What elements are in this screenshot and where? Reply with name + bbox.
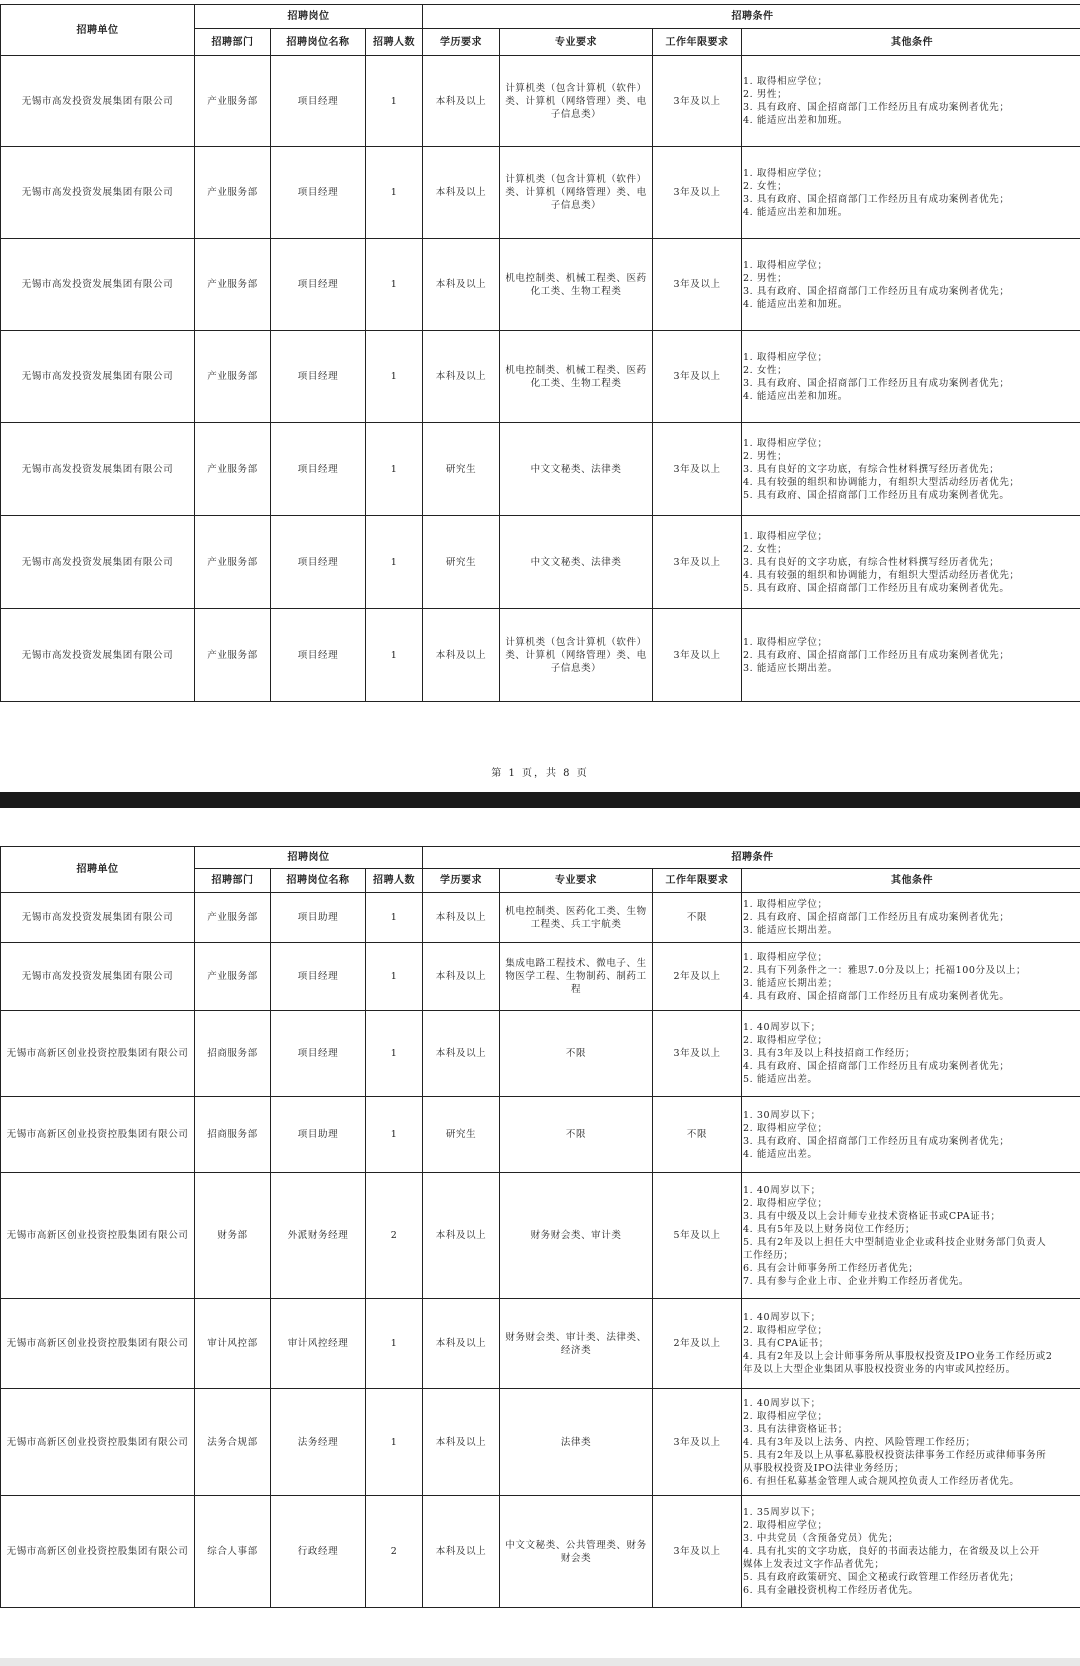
cell-major: 机电控制类、机械工程类、医药化工类、生物工程类 — [500, 239, 653, 331]
cell-other-conditions — [742, 1299, 1080, 1389]
cell-other-conditions — [742, 331, 1080, 423]
cell-other-conditions — [742, 423, 1080, 516]
cell-experience: 3年及以上 — [653, 609, 742, 702]
condition-line: 4. 能适应出差和加班。 — [743, 298, 848, 310]
cell-other-conditions — [742, 893, 1080, 943]
cell-unit: 无锡市高发投资发展集团有限公司 — [1, 609, 195, 702]
table-row — [1, 1496, 1080, 1608]
condition-line: 3. 具有良好的文字功底，有综合性材料撰写经历者优先； — [743, 463, 1000, 475]
condition-line: 6. 具有金融投资机构工作经历者优先。 — [743, 1585, 919, 1596]
table-row — [1, 56, 1080, 147]
condition-line: 1. 40周岁以下； — [743, 1312, 821, 1323]
cell-dept: 产业服务部 — [195, 147, 271, 239]
header-education: 学历要求 — [423, 29, 500, 56]
cell-experience: 2年及以上 — [653, 1299, 742, 1389]
cell-post-name: 项目经理 — [271, 423, 366, 516]
header-major: 专业要求 — [500, 869, 653, 893]
condition-line: 4. 能适应出差和加班。 — [743, 390, 848, 402]
cell-major: 不限 — [500, 1011, 653, 1097]
condition-line: 5. 具有2年及以上从事私募股权投资法律事务工作经历或律师事务所 — [743, 1449, 1047, 1461]
cell-dept: 产业服务部 — [195, 943, 271, 1011]
cell-dept: 综合人事部 — [195, 1496, 271, 1608]
condition-line: 3. 具有3年及以上科技招商工作经历； — [743, 1048, 916, 1059]
header-post-name: 招聘岗位名称 — [271, 869, 366, 893]
condition-line: 3. 具有法律资格证书； — [743, 1423, 848, 1435]
cell-post-name: 项目经理 — [271, 56, 366, 147]
condition-line: 4. 具有2年及以上会计师事务所从事股权投资及IPO业务工作经历或2 — [743, 1351, 1053, 1362]
cell-dept: 招商服务部 — [195, 1011, 271, 1097]
condition-line: 3. 具有良好的文字功底，有综合性材料撰写经历者优先； — [743, 556, 1000, 568]
condition-line: 3. 具有CPA证书； — [743, 1338, 829, 1349]
cell-count: 2 — [366, 1496, 423, 1608]
cell-count: 1 — [366, 147, 423, 239]
condition-line: 3. 具有政府、国企招商部门工作经历且有成功案例者优先； — [743, 193, 1010, 205]
cell-education: 研究生 — [423, 1097, 500, 1173]
condition-line: 1. 取得相应学位； — [743, 351, 828, 363]
header-experience: 工作年限要求 — [653, 29, 742, 56]
condition-line: 2. 女性； — [743, 180, 788, 192]
cell-other-conditions — [742, 56, 1080, 147]
condition-line: 1. 取得相应学位； — [743, 259, 828, 271]
table-row — [1, 1299, 1080, 1389]
cell-dept: 财务部 — [195, 1173, 271, 1299]
condition-line: 3. 具有政府、国企招商部门工作经历且有成功案例者优先； — [743, 1135, 1010, 1147]
cell-count: 1 — [366, 56, 423, 147]
cell-major: 中文文秘类、公共管理类、财务财会类 — [500, 1496, 653, 1608]
cell-experience: 3年及以上 — [653, 1389, 742, 1496]
header-condition-group: 招聘条件 — [423, 847, 1080, 869]
cell-dept: 产业服务部 — [195, 423, 271, 516]
condition-line: 6. 有担任私募基金管理人或合规风控负责人工作经历者优先。 — [743, 1475, 1020, 1487]
cell-other-conditions — [742, 1496, 1080, 1608]
cell-post-name: 行政经理 — [271, 1496, 366, 1608]
cell-dept: 审计风控部 — [195, 1299, 271, 1389]
cell-experience: 3年及以上 — [653, 239, 742, 331]
condition-line: 年及以上大型企业集团从事股权投资业务的内审或风控经历。 — [743, 1364, 1016, 1375]
condition-line: 1. 取得相应学位； — [743, 167, 828, 179]
cell-dept: 产业服务部 — [195, 56, 271, 147]
table-row — [1, 1389, 1080, 1496]
cell-count: 1 — [366, 331, 423, 423]
cell-other-conditions — [742, 516, 1080, 609]
cell-other-conditions — [742, 147, 1080, 239]
cell-unit: 无锡市高发投资发展集团有限公司 — [1, 147, 195, 239]
cell-post-name: 项目助理 — [271, 893, 366, 943]
cell-major: 财务财会类、审计类、法律类、经济类 — [500, 1299, 653, 1389]
bottom-strip — [0, 1658, 1080, 1666]
cell-post-name: 法务经理 — [271, 1389, 366, 1496]
cell-education: 本科及以上 — [423, 239, 500, 331]
cell-dept: 产业服务部 — [195, 893, 271, 943]
page-divider — [0, 792, 1080, 808]
cell-post-name: 项目经理 — [271, 609, 366, 702]
header-other: 其他条件 — [742, 869, 1080, 893]
cell-unit: 无锡市高发投资发展集团有限公司 — [1, 943, 195, 1011]
cell-post-name: 项目经理 — [271, 1011, 366, 1097]
cell-major: 机电控制类、机械工程类、医药化工类、生物工程类 — [500, 331, 653, 423]
cell-major: 中文文秘类、法律类 — [500, 516, 653, 609]
header-unit: 招聘单位 — [1, 5, 195, 56]
table-row — [1, 1011, 1080, 1097]
condition-line: 3. 具有政府、国企招商部门工作经历且有成功案例者优先； — [743, 377, 1010, 389]
cell-count: 1 — [366, 1389, 423, 1496]
condition-line: 2. 男性； — [743, 450, 788, 462]
condition-line: 3. 能适应长期出差。 — [743, 662, 838, 674]
cell-other-conditions — [742, 943, 1080, 1011]
cell-education: 本科及以上 — [423, 609, 500, 702]
condition-line: 4. 具有扎实的文字功底，良好的书面表达能力，在省级及以上公开 — [743, 1546, 1040, 1557]
condition-line: 1. 30周岁以下； — [743, 1109, 821, 1121]
recruitment-table-page-1 — [0, 4, 1080, 702]
condition-line: 1. 取得相应学位； — [743, 951, 828, 963]
cell-major: 财务财会类、审计类 — [500, 1173, 653, 1299]
cell-unit: 无锡市高新区创业投资控股集团有限公司 — [1, 1389, 195, 1496]
cell-dept: 产业服务部 — [195, 516, 271, 609]
header-unit: 招聘单位 — [1, 847, 195, 893]
cell-unit: 无锡市高发投资发展集团有限公司 — [1, 239, 195, 331]
condition-line: 1. 35周岁以下； — [743, 1507, 821, 1518]
condition-line: 7. 具有参与企业上市、企业并购工作经历者优先。 — [743, 1275, 970, 1287]
cell-post-name: 项目经理 — [271, 516, 366, 609]
cell-count: 1 — [366, 239, 423, 331]
condition-line: 2. 男性； — [743, 89, 788, 100]
condition-line: 5. 能适应出差。 — [743, 1074, 818, 1085]
condition-line: 2. 取得相应学位； — [743, 1122, 828, 1134]
cell-education: 本科及以上 — [423, 1299, 500, 1389]
cell-experience: 3年及以上 — [653, 1496, 742, 1608]
cell-other-conditions — [742, 1011, 1080, 1097]
condition-line: 2. 取得相应学位； — [743, 1325, 828, 1336]
table-row — [1, 147, 1080, 239]
cell-unit: 无锡市高发投资发展集团有限公司 — [1, 893, 195, 943]
table-row — [1, 893, 1080, 943]
condition-line: 4. 具有政府、国企招商部门工作经历且有成功案例者优先； — [743, 1061, 1010, 1072]
cell-education: 本科及以上 — [423, 147, 500, 239]
condition-line: 5. 具有政府政策研究、国企文秘或行政管理工作经历者优先； — [743, 1572, 1020, 1583]
cell-major: 集成电路工程技术、微电子、生物医学工程、生物制药、制药工程 — [500, 943, 653, 1011]
condition-line: 2. 具有政府、国企招商部门工作经历且有成功案例者优先； — [743, 912, 1010, 923]
condition-line: 4. 具有政府、国企招商部门工作经历且有成功案例者优先。 — [743, 990, 1010, 1002]
cell-unit: 无锡市高新区创业投资控股集团有限公司 — [1, 1173, 195, 1299]
cell-major: 计算机类（包含计算机（软件）类、计算机（网络管理）类、电子信息类） — [500, 147, 653, 239]
condition-line: 3. 具有政府、国企招商部门工作经历且有成功案例者优先； — [743, 285, 1010, 297]
condition-line: 1. 取得相应学位； — [743, 437, 828, 449]
condition-line: 1. 取得相应学位； — [743, 76, 828, 87]
condition-line: 5. 具有2年及以上担任大中型制造业企业或科技企业财务部门负责人 — [743, 1236, 1047, 1248]
recruitment-table-page-2 — [0, 846, 1080, 1608]
condition-line: 6. 具有会计师事务所工作经历者优先； — [743, 1262, 919, 1274]
cell-education: 本科及以上 — [423, 331, 500, 423]
header-post-group: 招聘岗位 — [195, 5, 423, 29]
condition-line: 2. 取得相应学位； — [743, 1035, 828, 1046]
cell-experience: 不限 — [653, 893, 742, 943]
header-count: 招聘人数 — [366, 869, 423, 893]
condition-line: 5. 具有政府、国企招商部门工作经历且有成功案例者优先。 — [743, 489, 1010, 501]
condition-line: 4. 具有较强的组织和协调能力，有组织大型活动经历者优先； — [743, 569, 1020, 581]
condition-line: 3. 能适应长期出差。 — [743, 925, 838, 936]
cell-education: 本科及以上 — [423, 1011, 500, 1097]
condition-line: 2. 女性； — [743, 364, 788, 376]
condition-line: 4. 具有较强的组织和协调能力，有组织大型活动经历者优先； — [743, 476, 1020, 488]
cell-major: 中文文秘类、法律类 — [500, 423, 653, 516]
cell-experience: 3年及以上 — [653, 1011, 742, 1097]
cell-dept: 产业服务部 — [195, 239, 271, 331]
condition-line: 2. 具有政府、国企招商部门工作经历且有成功案例者优先； — [743, 649, 1010, 661]
cell-education: 本科及以上 — [423, 943, 500, 1011]
condition-line: 5. 具有政府、国企招商部门工作经历且有成功案例者优先。 — [743, 582, 1010, 594]
condition-line: 1. 40周岁以下； — [743, 1397, 821, 1409]
table-row — [1, 1097, 1080, 1173]
table-row — [1, 516, 1080, 609]
condition-line: 4. 能适应出差。 — [743, 1148, 818, 1160]
table-row — [1, 609, 1080, 702]
header-experience: 工作年限要求 — [653, 869, 742, 893]
cell-count: 1 — [366, 1097, 423, 1173]
cell-experience: 2年及以上 — [653, 943, 742, 1011]
condition-line: 从事股权投资及IPO法律业务经历； — [743, 1462, 905, 1474]
condition-line: 媒体上发表过文字作品者优先； — [743, 1559, 885, 1570]
cell-count: 1 — [366, 893, 423, 943]
header-education: 学历要求 — [423, 869, 500, 893]
header-post-group: 招聘岗位 — [195, 847, 423, 869]
condition-line: 1. 取得相应学位； — [743, 530, 828, 542]
cell-dept: 产业服务部 — [195, 331, 271, 423]
cell-post-name: 项目经理 — [271, 147, 366, 239]
cell-other-conditions — [742, 1173, 1080, 1299]
cell-count: 1 — [366, 943, 423, 1011]
cell-major: 不限 — [500, 1097, 653, 1173]
condition-line: 1. 取得相应学位； — [743, 636, 828, 648]
condition-line: 3. 能适应长期出差； — [743, 977, 838, 989]
cell-unit: 无锡市高新区创业投资控股集团有限公司 — [1, 1097, 195, 1173]
cell-major: 计算机类（包含计算机（软件）类、计算机（网络管理）类、电子信息类） — [500, 56, 653, 147]
cell-count: 1 — [366, 423, 423, 516]
cell-other-conditions — [742, 609, 1080, 702]
condition-line: 4. 能适应出差和加班。 — [743, 206, 848, 218]
cell-experience: 3年及以上 — [653, 147, 742, 239]
condition-line: 2. 男性； — [743, 272, 788, 284]
table-row — [1, 331, 1080, 423]
condition-line: 3. 具有中级及以上会计师专业技术资格证书或CPA证书； — [743, 1210, 1001, 1222]
cell-post-name: 项目经理 — [271, 943, 366, 1011]
cell-education: 研究生 — [423, 516, 500, 609]
condition-line: 4. 具有3年及以上法务、内控、风险管理工作经历； — [743, 1436, 976, 1448]
header-count: 招聘人数 — [366, 29, 423, 56]
cell-experience: 5年及以上 — [653, 1173, 742, 1299]
cell-unit: 无锡市高新区创业投资控股集团有限公司 — [1, 1299, 195, 1389]
cell-education: 本科及以上 — [423, 1173, 500, 1299]
cell-count: 1 — [366, 516, 423, 609]
cell-dept: 产业服务部 — [195, 609, 271, 702]
cell-post-name: 项目经理 — [271, 239, 366, 331]
cell-count: 1 — [366, 1299, 423, 1389]
table-row — [1, 423, 1080, 516]
condition-line: 4. 能适应出差和加班。 — [743, 115, 848, 126]
cell-post-name: 审计风控经理 — [271, 1299, 366, 1389]
cell-count: 1 — [366, 1011, 423, 1097]
cell-education: 本科及以上 — [423, 56, 500, 147]
cell-dept: 招商服务部 — [195, 1097, 271, 1173]
page-footer: 第 1 页，共 8 页 — [491, 768, 589, 779]
condition-line: 2. 取得相应学位； — [743, 1410, 828, 1422]
cell-education: 研究生 — [423, 423, 500, 516]
cell-other-conditions — [742, 239, 1080, 331]
cell-post-name: 项目经理 — [271, 331, 366, 423]
condition-line: 2. 取得相应学位； — [743, 1197, 828, 1209]
cell-education: 本科及以上 — [423, 893, 500, 943]
condition-line: 1. 取得相应学位； — [743, 899, 828, 910]
cell-count: 2 — [366, 1173, 423, 1299]
condition-line: 3. 具有政府、国企招商部门工作经历且有成功案例者优先； — [743, 102, 1010, 113]
cell-experience: 3年及以上 — [653, 331, 742, 423]
header-post-name: 招聘岗位名称 — [271, 29, 366, 56]
cell-experience: 不限 — [653, 1097, 742, 1173]
cell-other-conditions — [742, 1097, 1080, 1173]
cell-major: 计算机类（包含计算机（软件）类、计算机（网络管理）类、电子信息类） — [500, 609, 653, 702]
condition-line: 4. 具有5年及以上财务岗位工作经历； — [743, 1223, 916, 1235]
header-dept: 招聘部门 — [195, 29, 271, 56]
cell-experience: 3年及以上 — [653, 516, 742, 609]
cell-other-conditions — [742, 1389, 1080, 1496]
condition-line: 1. 40周岁以下； — [743, 1022, 821, 1033]
condition-line: 3. 中共党员（含预备党员）优先； — [743, 1533, 899, 1544]
cell-unit: 无锡市高发投资发展集团有限公司 — [1, 516, 195, 609]
header-condition-group: 招聘条件 — [423, 5, 1080, 29]
condition-line: 2. 取得相应学位； — [743, 1520, 828, 1531]
cell-post-name: 项目助理 — [271, 1097, 366, 1173]
table-row — [1, 239, 1080, 331]
header-dept: 招聘部门 — [195, 869, 271, 893]
cell-education: 本科及以上 — [423, 1496, 500, 1608]
cell-education: 本科及以上 — [423, 1389, 500, 1496]
header-major: 专业要求 — [500, 29, 653, 56]
condition-line: 工作经历； — [743, 1249, 794, 1261]
cell-unit: 无锡市高新区创业投资控股集团有限公司 — [1, 1496, 195, 1608]
header-other: 其他条件 — [742, 29, 1080, 56]
cell-unit: 无锡市高发投资发展集团有限公司 — [1, 331, 195, 423]
cell-count: 1 — [366, 609, 423, 702]
cell-unit: 无锡市高新区创业投资控股集团有限公司 — [1, 1011, 195, 1097]
cell-experience: 3年及以上 — [653, 56, 742, 147]
condition-line: 1. 40周岁以下； — [743, 1184, 821, 1196]
cell-unit: 无锡市高发投资发展集团有限公司 — [1, 423, 195, 516]
cell-dept: 法务合规部 — [195, 1389, 271, 1496]
condition-line: 2. 女性； — [743, 543, 788, 555]
table-row — [1, 1173, 1080, 1299]
cell-major: 法律类 — [500, 1389, 653, 1496]
cell-experience: 3年及以上 — [653, 423, 742, 516]
table-row — [1, 943, 1080, 1011]
cell-unit: 无锡市高发投资发展集团有限公司 — [1, 56, 195, 147]
cell-major: 机电控制类、医药化工类、生物工程类、兵工宇航类 — [500, 893, 653, 943]
cell-post-name: 外派财务经理 — [271, 1173, 366, 1299]
condition-line: 2. 具有下列条件之一：雅思7.0分及以上；托福100分及以上； — [743, 964, 1027, 976]
